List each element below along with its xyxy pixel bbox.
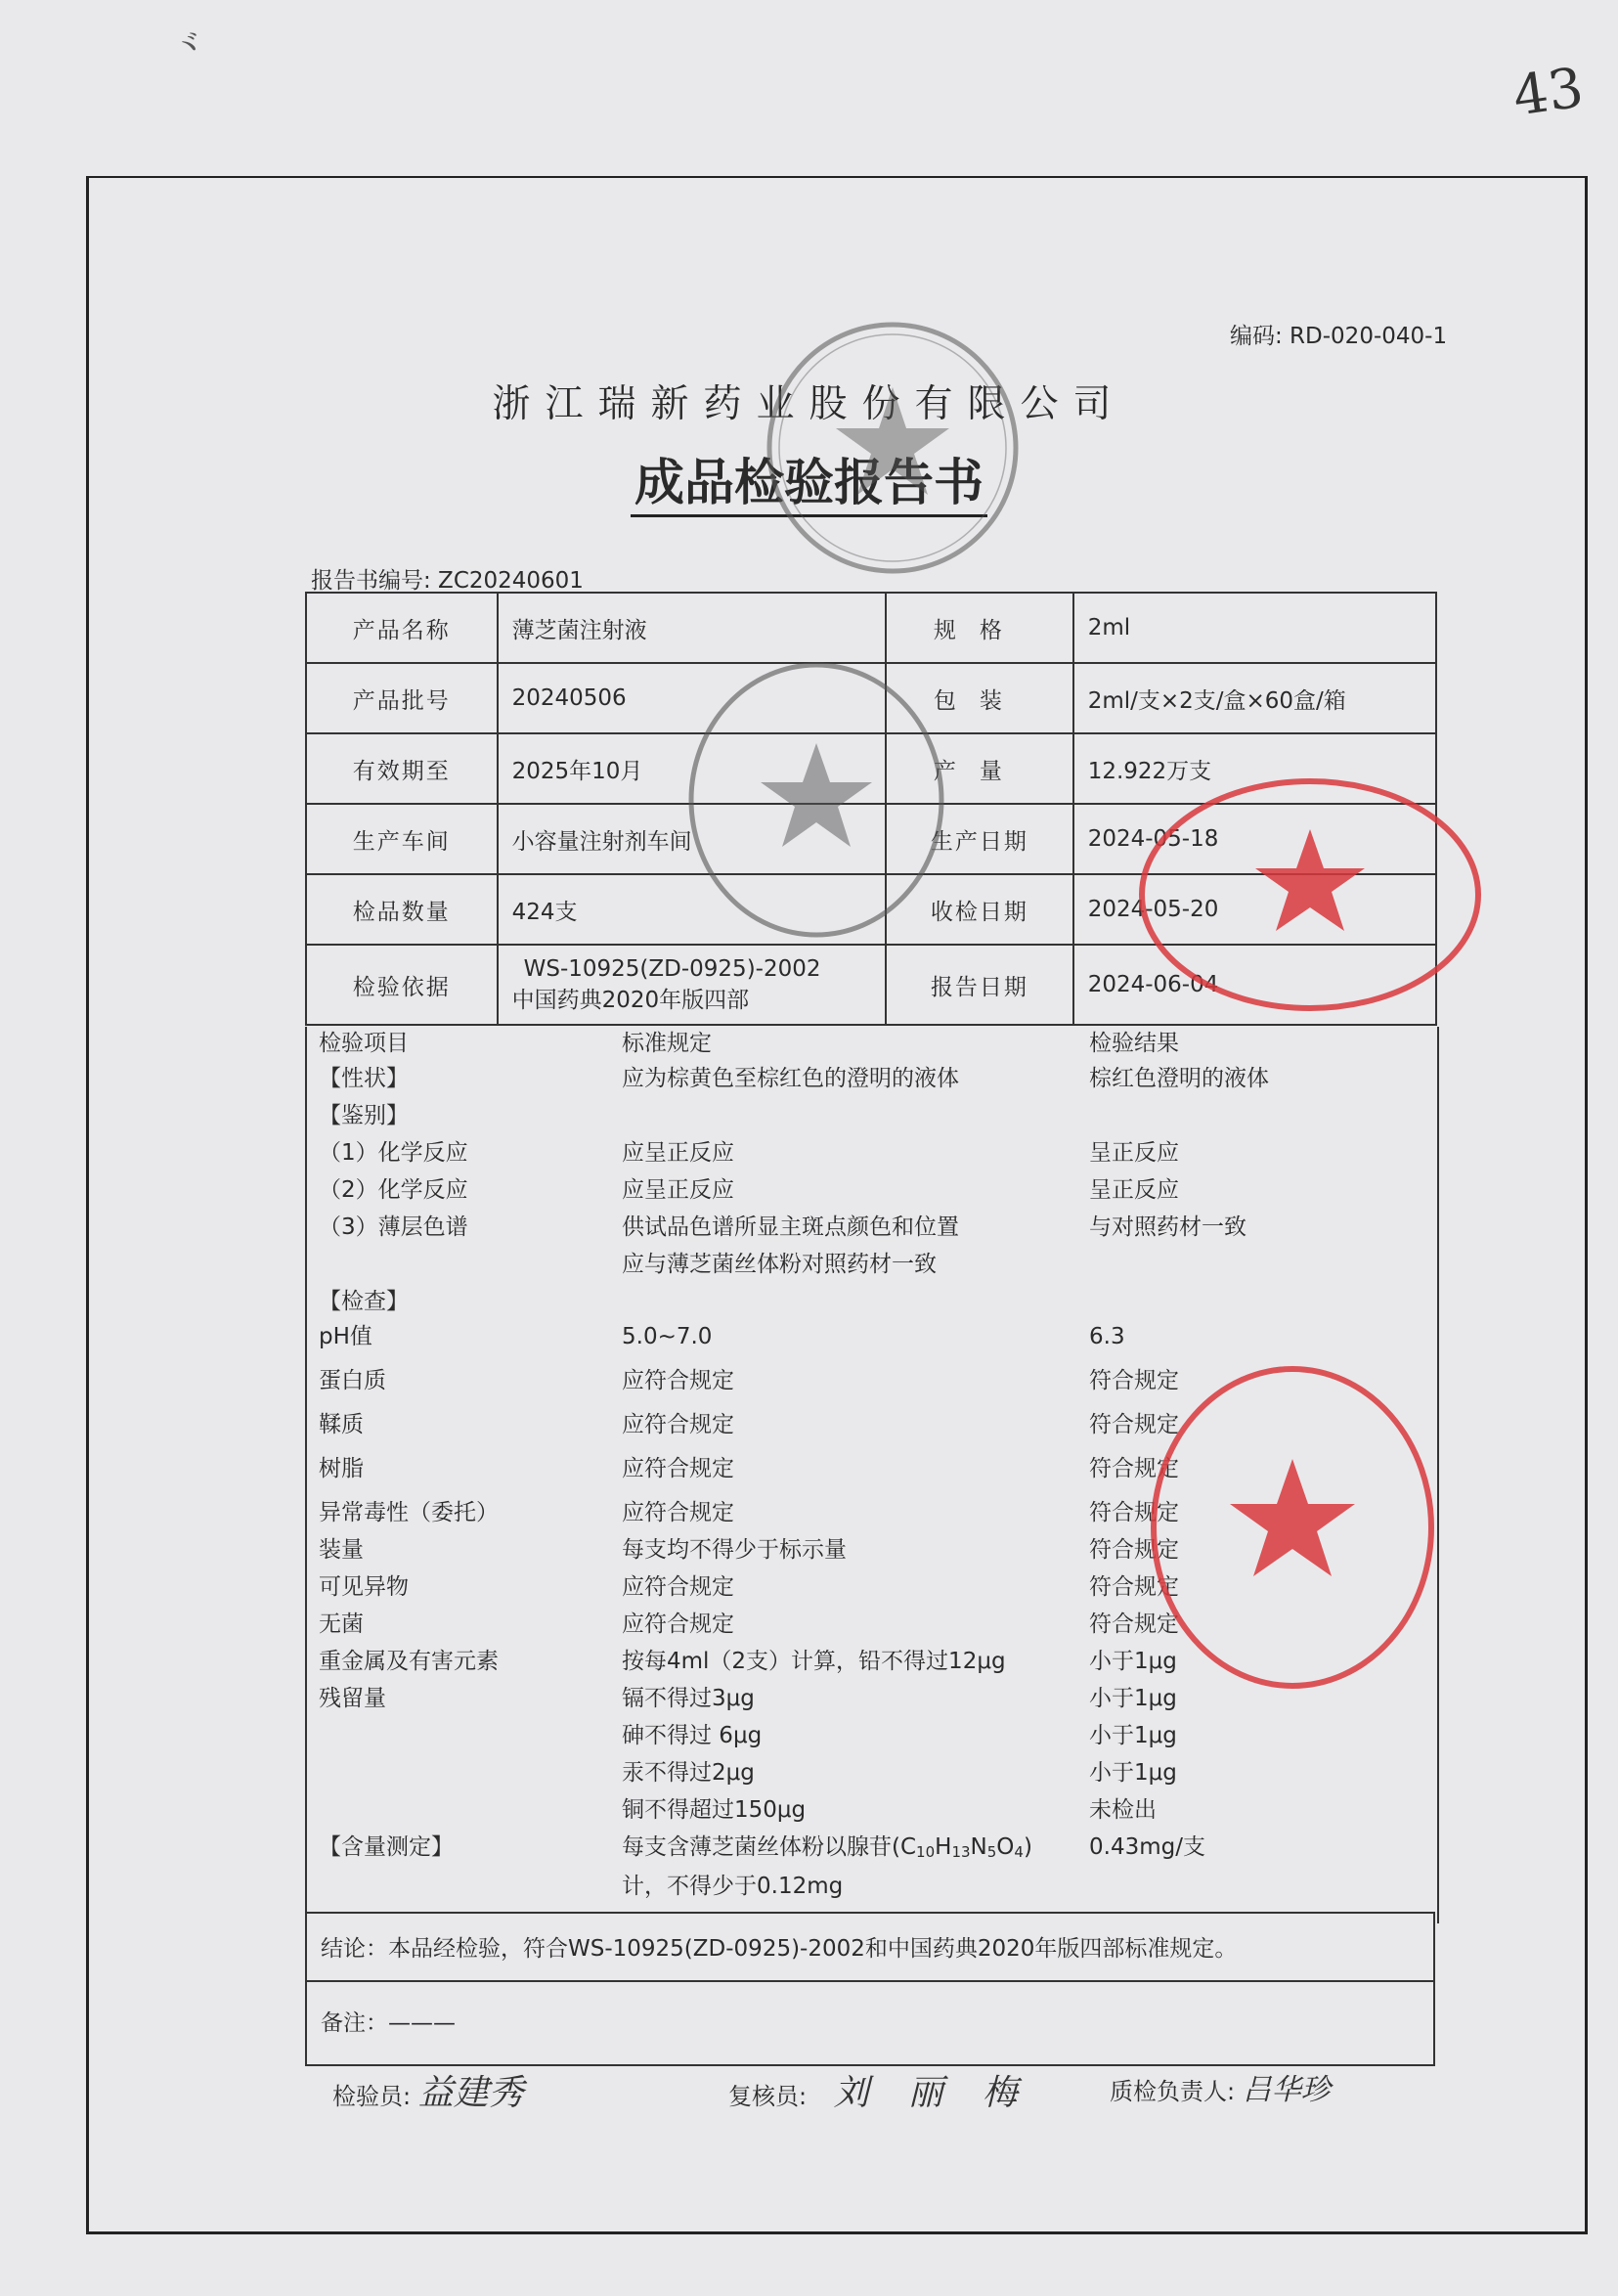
item-name: （1）化学反应 — [319, 1140, 468, 1166]
formula-sub: 10 — [916, 1843, 936, 1861]
table-row — [307, 1364, 1437, 1397]
table-row — [307, 1870, 1437, 1903]
table-row — [307, 1533, 1437, 1567]
item-name: 【鉴别】 — [319, 1103, 409, 1128]
workshop-value: 小容量注射剂车间 — [498, 804, 886, 874]
batch-label: 产品批号 — [306, 663, 498, 733]
output-value: 12.922万支 — [1073, 733, 1436, 804]
report-title — [0, 442, 1618, 514]
doc-code: 编码: RD-020-040-1 — [1230, 324, 1448, 349]
header-table — [305, 592, 1437, 1026]
table-row — [307, 1136, 1437, 1170]
prod-date-label: 生产日期 — [886, 804, 1073, 874]
item-standard: 应符合规定 — [622, 1412, 734, 1437]
product-name-value: 薄芝菌注射液 — [498, 593, 886, 663]
item-result: 6.3 — [1089, 1324, 1125, 1349]
col-standard-header: 标准规定 — [622, 1031, 712, 1056]
item-standard: 应呈正反应 — [622, 1140, 734, 1166]
table-row — [307, 1831, 1437, 1864]
table-row — [307, 1756, 1437, 1789]
item-standard: 应与薄芝菌丝体粉对照药材一致 — [622, 1252, 937, 1277]
inspector-signature-line — [332, 2065, 524, 2115]
expiry-value: 2025年10月 — [498, 733, 886, 804]
assay-standard — [622, 1831, 1032, 1869]
basis-label: 检验依据 — [306, 945, 498, 1025]
item-result: 呈正反应 — [1089, 1177, 1179, 1203]
item-standard: 每支均不得少于标示量 — [622, 1537, 847, 1563]
sample-qty-label: 检品数量 — [306, 874, 498, 945]
workshop-label: 生产车间 — [306, 804, 498, 874]
item-result: 小于1μg — [1089, 1723, 1177, 1748]
item-standard: 应符合规定 — [622, 1574, 734, 1600]
item-standard: 砷不得过 6μg — [622, 1723, 763, 1748]
item-standard: 计，不得少于0.12mg — [622, 1874, 844, 1899]
item-standard: 供试品色谱所显主斑点颜色和位置 — [622, 1214, 959, 1240]
col-result-header: 检验结果 — [1089, 1031, 1179, 1056]
item-result: 呈正反应 — [1089, 1140, 1179, 1166]
item-result: 符合规定 — [1089, 1368, 1179, 1393]
qc-head-signature-line — [1110, 2065, 1331, 2108]
reviewer-label: 复核员: — [728, 2083, 808, 2110]
item-name: 异常毒性（委托） — [319, 1500, 499, 1525]
table-row — [307, 1570, 1437, 1604]
item-standard: 5.0~7.0 — [622, 1324, 713, 1349]
item-standard: 按每4ml（2支）计算，铅不得过12μg — [622, 1649, 1006, 1674]
formula-element: H — [935, 1834, 952, 1860]
inspector-signature: 益建秀 — [417, 2073, 524, 2113]
item-standard: 应呈正反应 — [622, 1177, 734, 1203]
item-result: 未检出 — [1089, 1797, 1157, 1823]
conclusion: 结论：本品经检验，符合WS-10925(ZD-0925)-2002和中国药典2020年版四部标准规定。 — [305, 1912, 1435, 1982]
table-row — [307, 1452, 1437, 1485]
item-result: 符合规定 — [1089, 1456, 1179, 1481]
spec-label: 规格 — [886, 593, 1073, 663]
formula-element: O — [996, 1834, 1015, 1860]
page-number: 43 — [1509, 56, 1588, 129]
item-result: 符合规定 — [1089, 1412, 1179, 1437]
receive-date-label: 收检日期 — [886, 874, 1073, 945]
report-number: 报告书编号: ZC20240601 — [311, 568, 584, 594]
item-result: 与对照药材一致 — [1089, 1214, 1246, 1240]
item-result: 符合规定 — [1089, 1612, 1179, 1637]
item-standard: 应符合规定 — [622, 1500, 734, 1525]
table-row — [307, 1608, 1437, 1641]
table-row — [307, 1062, 1437, 1095]
package-label: 包装 — [886, 663, 1073, 733]
table-row — [307, 1285, 1437, 1318]
item-name: 重金属及有害元素 — [319, 1649, 499, 1674]
corner-mark: ヾ — [166, 22, 212, 71]
inspector-label: 检验员: — [332, 2083, 412, 2110]
package-value: 2ml/支×2支/盒×60盒/箱 — [1073, 663, 1436, 733]
item-standard: 镉不得过3μg — [622, 1686, 755, 1711]
item-standard: 铜不得超过150μg — [622, 1797, 807, 1823]
item-result: 小于1μg — [1089, 1649, 1177, 1674]
item-name: 装量 — [319, 1537, 364, 1563]
items-header-row — [307, 1027, 1437, 1060]
receive-date-value: 2024-05-20 — [1073, 874, 1436, 945]
item-standard: 汞不得过2μg — [622, 1760, 755, 1786]
item-name: 蛋白质 — [319, 1368, 386, 1393]
table-row — [307, 1793, 1437, 1827]
col-item-header: 检验项目 — [319, 1031, 409, 1056]
item-result: 棕红色澄明的液体 — [1089, 1066, 1269, 1091]
formula-sub: 4 — [1014, 1843, 1024, 1861]
expiry-label: 有效期至 — [306, 733, 498, 804]
basis-value — [498, 945, 886, 1025]
table-row — [307, 1719, 1437, 1752]
item-name: （3）薄层色谱 — [319, 1214, 468, 1240]
batch-value: 20240506 — [498, 663, 886, 733]
assay-prefix: 每支含薄芝菌丝体粉以腺苷(C — [622, 1834, 917, 1860]
table-row — [307, 1682, 1437, 1715]
formula-element: N — [970, 1834, 987, 1860]
items-section — [305, 1027, 1439, 1923]
item-result: 符合规定 — [1089, 1537, 1179, 1563]
company-name: 浙江瑞新药业股份有限公司 — [492, 382, 1126, 426]
sample-qty-value: 424支 — [498, 874, 886, 945]
reviewer-signature: 刘丽梅 — [833, 2073, 1057, 2113]
item-name: 可见异物 — [319, 1574, 409, 1600]
table-row — [307, 1248, 1437, 1281]
prod-date-value: 2024-05-18 — [1073, 804, 1436, 874]
item-name: 鞣质 — [319, 1412, 364, 1437]
report-date-label: 报告日期 — [886, 945, 1073, 1025]
formula-sub: 5 — [986, 1843, 997, 1861]
item-result: 符合规定 — [1089, 1574, 1179, 1600]
product-name-label: 产品名称 — [306, 593, 498, 663]
spec-value: 2ml — [1073, 593, 1436, 663]
item-name: 残留量 — [319, 1686, 386, 1711]
reviewer-signature-line — [728, 2065, 1057, 2115]
table-row — [307, 1645, 1437, 1678]
formula-sub: 13 — [951, 1843, 971, 1861]
table-row — [307, 1496, 1437, 1529]
remark: 备注：——— — [305, 1980, 1435, 2066]
item-name: 【检查】 — [319, 1289, 409, 1314]
assay-suffix: ) — [1023, 1834, 1032, 1860]
item-standard: 应符合规定 — [622, 1368, 734, 1393]
item-result: 符合规定 — [1089, 1500, 1179, 1525]
item-result: 小于1μg — [1089, 1760, 1177, 1786]
table-row — [307, 1173, 1437, 1207]
item-name: 无菌 — [319, 1612, 364, 1637]
item-name: pH值 — [319, 1324, 372, 1349]
table-row — [307, 1211, 1437, 1244]
basis-line-1: WS-10925(ZD-0925)-2002 — [523, 956, 821, 982]
table-row — [307, 1099, 1437, 1132]
output-label: 产量 — [886, 733, 1073, 804]
report-date-value: 2024-06-04 — [1073, 945, 1436, 1025]
item-name: 【性状】 — [319, 1066, 409, 1091]
item-standard: 应符合规定 — [622, 1612, 734, 1637]
item-name: 树脂 — [319, 1456, 364, 1481]
qc-head-label: 质检负责人: — [1110, 2078, 1236, 2105]
item-result: 0.43mg/支 — [1089, 1834, 1205, 1860]
qc-head-signature: 吕华珍 — [1242, 2073, 1331, 2107]
table-row — [307, 1320, 1437, 1353]
report-title-text: 成品检验报告书 — [631, 455, 987, 517]
item-standard: 应为棕黄色至棕红色的澄明的液体 — [622, 1066, 959, 1091]
basis-line-2: 中国药典2020年版四部 — [511, 988, 750, 1013]
item-name: （2）化学反应 — [319, 1177, 468, 1203]
item-standard: 应符合规定 — [622, 1456, 734, 1481]
item-name: 【含量测定】 — [319, 1834, 454, 1860]
item-result: 小于1μg — [1089, 1686, 1177, 1711]
table-row — [307, 1408, 1437, 1441]
